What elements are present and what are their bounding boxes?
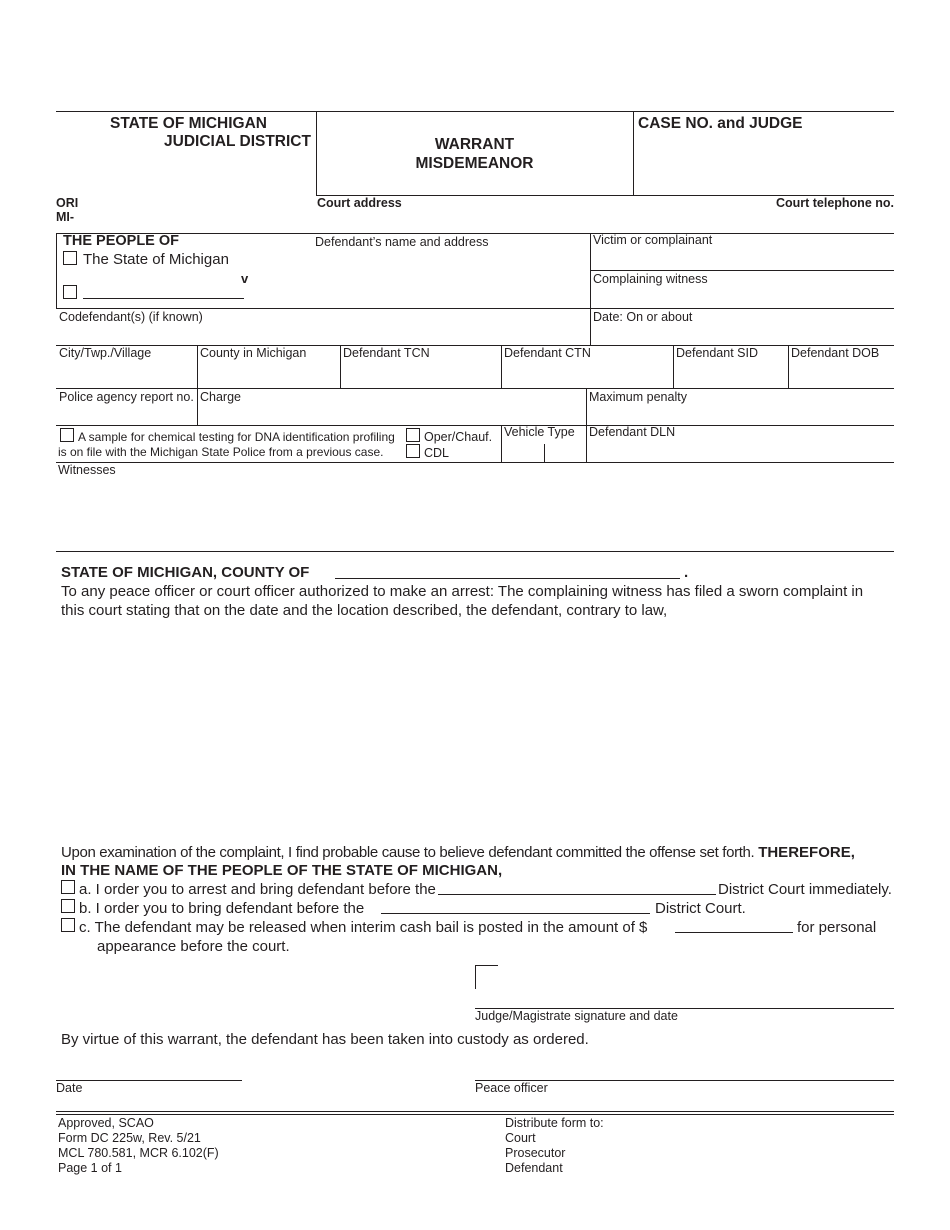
charge-bottom-rule [56,425,894,426]
victim-rule [590,270,894,271]
dna-bottom-rule [56,462,894,463]
codefendant-label: Codefendant(s) (if known) [59,310,203,324]
info-divider-3 [501,345,502,388]
intro-text-line1: To any peace officer or court officer authorized to make an arrest: The complaining witness has filed a sworn complaint in [61,583,864,600]
other-plaintiff-checkbox[interactable] [63,285,77,299]
date-label: Date [56,1081,83,1095]
witnesses-bottom-rule [56,551,894,552]
intro-text-line2: this court stating that on the date and the location described, the defendant, contrary to law, [61,602,668,619]
oper-chauf-checkbox[interactable] [406,428,420,442]
order-c-suffix: for personal [797,919,877,936]
date-signature-line[interactable] [56,1080,242,1081]
footer-approved: Approved, SCAO [58,1116,154,1130]
order-c-text: c. The defendant may be released when interim cash bail is posted in the amount of $ [79,919,648,936]
info-divider-4 [673,345,674,388]
header-top-rule [56,111,894,112]
order-b-text: b. I order you to bring defendant before the [79,900,365,917]
form-title-warrant: WARRANT [434,136,515,153]
defendant-name-address-label: Defendant’s name and address [315,235,489,249]
mi-label: MI- [56,210,75,224]
people-box-right-divider [590,233,591,346]
state-of-michigan-checkbox[interactable] [63,251,77,265]
people-box-left [56,233,57,309]
vehicle-type-divider [501,425,502,463]
order-c-line2: appearance before the court. [97,938,290,955]
date-on-or-about-label: Date: On or about [593,310,693,324]
other-plaintiff-field[interactable] [83,298,244,299]
dna-sample-text-line1: A sample for chemical testing for DNA identification profiling [78,430,395,444]
witnesses-label: Witnesses [58,463,116,477]
footer-page: Page 1 of 1 [58,1161,122,1175]
county-fill-line[interactable] [335,578,680,579]
cdl-label: CDL [424,446,450,460]
order-b-suffix: District Court. [655,900,746,917]
defendant-sid-label: Defendant SID [676,346,758,360]
seal-corner-vertical [475,965,476,989]
info-divider-1 [197,345,198,388]
county-label: County in Michigan [200,346,307,360]
versus-label: v [241,271,249,286]
defendant-dob-label: Defendant DOB [791,346,880,360]
case-no-judge-label: CASE NO. and JUDGE [638,115,803,132]
bail-amount-field[interactable] [675,932,793,933]
witness-rule [590,308,894,309]
ori-label: ORI [56,196,79,210]
vehicle-type-label: Vehicle Type [504,425,575,439]
people-of-label: THE PEOPLE OF [63,233,180,249]
county-period: . [684,564,689,581]
seal-corner-horizontal [475,965,498,966]
court-address-label: Court address [317,196,402,210]
people-box-bottom [56,308,591,309]
order-a-checkbox[interactable] [61,880,75,894]
custody-statement: By virtue of this warrant, the defendant has been taken into custody as ordered. [61,1031,589,1048]
state-of-michigan-option-label: The State of Michigan [83,251,229,268]
footer-distribute-court: Court [505,1131,536,1145]
cdl-checkbox[interactable] [406,444,420,458]
finding-line1 [61,843,855,862]
order-a-suffix: District Court immediately. [718,881,892,898]
oper-chauf-label: Oper/Chauf. [424,430,493,444]
info-divider-2 [340,345,341,388]
defendant-dln-label: Defendant DLN [589,425,676,439]
charge-divider-1 [197,388,198,425]
complaining-witness-label: Complaining witness [593,272,708,286]
info-bottom-rule [56,388,894,389]
county-heading: STATE OF MICHIGAN, COUNTY OF [61,564,310,581]
defendant-tcn-label: Defendant TCN [343,346,430,360]
form-title-misdemeanor: MISDEMEANOR [415,155,534,172]
order-b-court-field[interactable] [381,913,650,914]
dna-sample-checkbox[interactable] [60,428,74,442]
order-b-checkbox[interactable] [61,899,75,913]
vehicle-type-subdivider [544,444,545,463]
judge-signature-label: Judge/Magistrate signature and date [475,1009,678,1023]
people-box-top [56,233,894,234]
codefendant-bottom-rule [56,345,894,346]
victim-label: Victim or complainant [593,233,713,247]
footer-distribute-prosecutor: Prosecutor [505,1146,566,1160]
defendant-ctn-label: Defendant CTN [504,346,591,360]
footer-distribute-defendant: Defendant [505,1161,563,1175]
footer-mcl: MCL 780.581, MCR 6.102(F) [58,1146,219,1160]
charge-label: Charge [200,390,241,404]
court-telephone-label: Court telephone no. [775,196,894,210]
finding-therefore: THEREFORE, [758,844,855,861]
state-of-michigan-heading: STATE OF MICHIGAN [110,115,267,132]
header-divider-right [633,111,634,196]
city-label: City/Twp./Village [59,346,152,360]
judicial-district-heading: JUDICIAL DISTRICT [164,133,311,150]
dna-sample-text-line2: is on file with the Michigan State Police from a previous case. [58,445,384,459]
finding-line2: IN THE NAME OF THE PEOPLE OF THE STATE OF MICHIGAN, [61,862,503,879]
footer-rule-bottom [56,1114,894,1115]
maximum-penalty-label: Maximum penalty [589,390,687,404]
footer-rule-top [56,1111,894,1112]
order-a-court-field[interactable] [438,894,716,895]
peace-officer-label: Peace officer [475,1081,548,1095]
footer-distribute-label: Distribute form to: [505,1116,604,1130]
order-a-text: a. I order you to arrest and bring defendant before the [79,881,436,898]
order-c-checkbox[interactable] [61,918,75,932]
info-divider-5 [788,345,789,388]
footer-form-number: Form DC 225w, Rev. 5/21 [58,1131,201,1145]
finding-line1-text: Upon examination of the complaint, I find probable cause to believe defendant committed the offense set forth. [61,844,755,861]
police-report-label: Police agency report no. [59,390,194,404]
